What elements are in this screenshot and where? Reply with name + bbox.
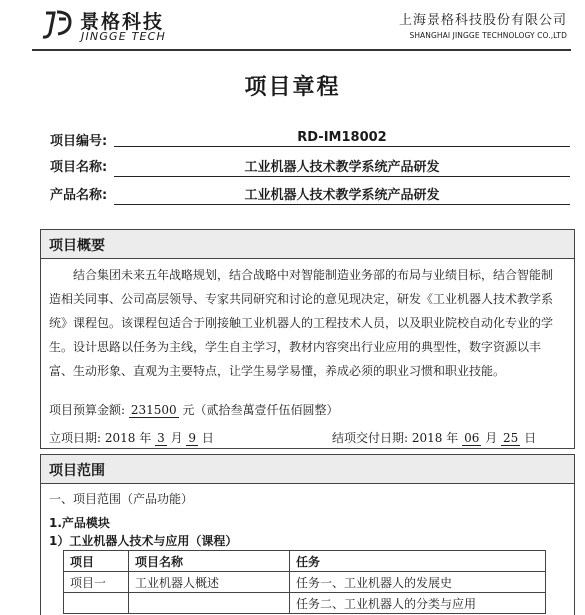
field-label: 产品名称: bbox=[50, 188, 108, 203]
field-project-name bbox=[50, 156, 570, 180]
module-table bbox=[63, 550, 546, 614]
table-header: 任务 bbox=[290, 551, 546, 572]
scope-subheading: 一、项目范围（产品功能） bbox=[49, 492, 194, 506]
overview-section bbox=[40, 229, 575, 449]
start-month: 3 bbox=[157, 431, 165, 445]
end-day: 25 bbox=[503, 431, 519, 445]
year-unit: 年 bbox=[139, 431, 152, 445]
overview-paragraph: 结合集团未来五年战略规划，结合战略中对智能制造业务部的布局与业绩目标，结合智能制造相关同事、公司高层领导、专家共同研究和讨论的意见现决定，研发《工业机器人技术教学系统》课程包。该课程包适合于刚接触工业机器人的工程技术人员，以及职业院校自动化专业的学生。设计思路以任务为主线，学生自主学习，教材内容突出行业应用的典型性，数字资源以丰富、生动形象、直观为主要特点，让学生易学易懂，养成必须的职业习惯和职业技能。 bbox=[49, 268, 554, 378]
logo-english: JINGGE TECH bbox=[81, 30, 167, 43]
budget-line bbox=[49, 401, 339, 418]
scope-heading: 项目范围 bbox=[49, 463, 105, 479]
month-unit: 月 bbox=[170, 431, 183, 445]
company-name-english: SHANGHAI JINGGE TECHNOLOGY CO.,LTD bbox=[409, 31, 567, 40]
scope-heading-bar bbox=[41, 455, 574, 484]
month-unit: 月 bbox=[485, 431, 498, 445]
field-label: 项目编号: bbox=[50, 134, 108, 149]
budget-value: 231500 bbox=[130, 403, 177, 417]
end-date-line bbox=[332, 429, 536, 446]
field-label: 项目名称: bbox=[50, 160, 108, 175]
table-header-row bbox=[64, 551, 546, 572]
module-heading: 1.产品模块 bbox=[49, 516, 110, 530]
table-header: 项目 bbox=[64, 551, 129, 572]
end-date-label: 结项交付日期: bbox=[332, 431, 409, 445]
start-year: 2018 bbox=[104, 431, 136, 445]
header-divider bbox=[32, 49, 571, 51]
document-title: 项目章程 bbox=[244, 75, 341, 100]
field-value: RD-IM18002 bbox=[114, 130, 570, 147]
field-value: 工业机器人技术教学系统产品研发 bbox=[114, 156, 570, 177]
day-unit: 日 bbox=[201, 431, 214, 445]
company-name-chinese: 上海景格科技股份有限公司 bbox=[398, 13, 567, 28]
field-product-name bbox=[50, 184, 570, 208]
table-header: 项目名称 bbox=[129, 551, 290, 572]
budget-label: 项目预算金额: bbox=[49, 403, 126, 417]
table-cell bbox=[64, 593, 129, 614]
overview-heading-bar bbox=[41, 230, 574, 259]
start-day: 9 bbox=[188, 431, 197, 445]
field-value: 工业机器人技术教学系统产品研发 bbox=[114, 184, 570, 205]
day-unit: 日 bbox=[524, 431, 537, 445]
course-heading: 1）工业机器人技术与应用（课程） bbox=[49, 534, 238, 548]
table-cell bbox=[129, 593, 290, 614]
table-cell: 任务一、工业机器人的发展史 bbox=[290, 572, 546, 593]
table-cell: 任务二、工业机器人的分类与应用 bbox=[290, 593, 546, 614]
scope-section bbox=[40, 454, 575, 615]
budget-suffix: 元（贰拾叁萬壹仟伍佰圆整） bbox=[182, 403, 339, 417]
year-unit: 年 bbox=[446, 431, 459, 445]
start-date-label: 立项日期: bbox=[49, 431, 102, 445]
end-year: 2018 bbox=[411, 431, 443, 445]
table-row bbox=[64, 572, 546, 593]
overview-heading: 项目概要 bbox=[49, 238, 105, 254]
logo-chinese: 景格科技 bbox=[80, 11, 165, 33]
jingge-logo-icon bbox=[40, 7, 74, 41]
table-cell: 工业机器人概述 bbox=[129, 572, 290, 593]
letterhead bbox=[0, 0, 585, 52]
start-date-line bbox=[49, 429, 214, 446]
table-row bbox=[64, 593, 546, 614]
end-month: 06 bbox=[464, 431, 480, 445]
field-project-number bbox=[50, 130, 570, 154]
table-cell: 项目一 bbox=[64, 572, 129, 593]
